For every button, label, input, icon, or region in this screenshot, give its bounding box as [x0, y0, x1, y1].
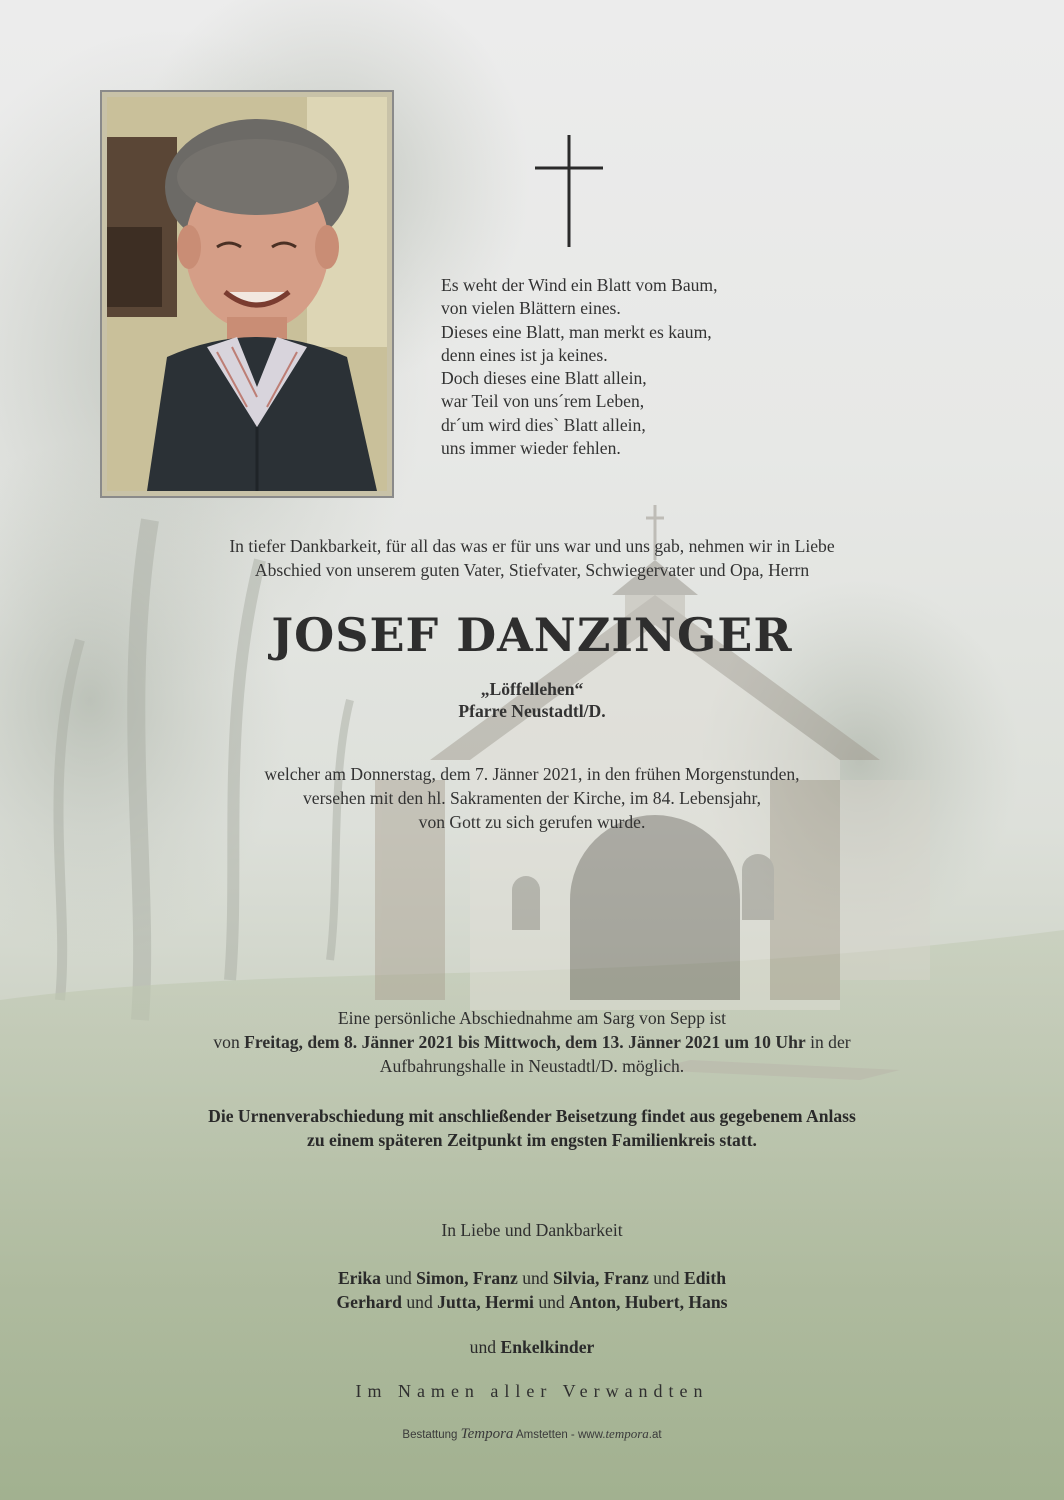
- poem-line: Es weht der Wind ein Blatt vom Baum,: [441, 275, 718, 295]
- latin-cross-icon: [535, 135, 603, 247]
- death-notice: [0, 762, 1064, 834]
- poem-line: dr´um wird dies` Blatt allein,: [441, 414, 646, 435]
- family-member-name: Silvia: [553, 1268, 596, 1288]
- family-names: [0, 1266, 1064, 1314]
- viewing-dates: Freitag, dem 8. Jänner 2021 bis Mittwoch, dem 13. Jänner 2021 um 10 Uhr: [244, 1032, 806, 1052]
- family-member-name: Simon: [416, 1268, 465, 1288]
- family-member-name: Hermi: [485, 1292, 534, 1312]
- portrait-photo: [107, 97, 387, 491]
- family-separator: ,: [679, 1292, 689, 1312]
- footer-text: .at: [648, 1429, 662, 1441]
- family-member-name: Anton: [569, 1292, 617, 1312]
- footer-brand: Tempora: [460, 1426, 514, 1442]
- poem-line: Doch dieses eine Blatt allein,: [441, 368, 647, 389]
- footer-text: Amstetten - www.: [513, 1429, 606, 1441]
- intro-line: In tiefer Dankbarkeit, für all das was er für uns war und uns gab, nehmen wir in Liebe: [229, 536, 835, 556]
- family-connector: und: [380, 1268, 417, 1288]
- family-connector: und: [401, 1292, 438, 1312]
- family-line: [0, 1266, 1064, 1290]
- family-line: [0, 1290, 1064, 1314]
- viewing-notice: [0, 1006, 1064, 1078]
- portrait-photo-frame: [100, 90, 394, 498]
- family-member-name: Jutta: [437, 1292, 477, 1312]
- funeral-home-footer: [0, 1426, 1064, 1443]
- family-member-name: Hubert: [624, 1292, 680, 1312]
- poem-line: denn eines ist ja keines.: [441, 344, 608, 365]
- family-connector: und: [517, 1268, 553, 1288]
- grandchildren: [0, 1337, 1064, 1358]
- death-line: von Gott zu sich gerufen wurde.: [418, 812, 646, 832]
- death-line: welcher am Donnerstag, dem 7. Jänner 2021, in den frühen Morgenstunden,: [264, 764, 800, 784]
- intro-line: Abschied von unserem guten Vater, Stiefvater, Schwiegervater und Opa, Herrn: [254, 560, 810, 580]
- grandchildren-prefix: und: [469, 1337, 501, 1357]
- family-connector: und: [533, 1292, 570, 1312]
- poem-line: uns immer wieder fehlen.: [441, 438, 621, 459]
- deceased-name: JOSEF DANZINGER: [271, 608, 793, 662]
- family-member-name: Franz: [603, 1268, 649, 1288]
- nickname: „Löffellehen“: [480, 679, 584, 699]
- family-member-name: Gerhard: [336, 1292, 402, 1312]
- viewing-line: [0, 1030, 1064, 1054]
- viewing-line: Eine persönliche Abschiednahme am Sarg von Sepp ist: [337, 1008, 727, 1028]
- nickname-and-parish: [0, 678, 1064, 722]
- relatives-signature: Im Namen aller Verwandten: [355, 1381, 709, 1401]
- grandchildren-label: Enkelkinder: [500, 1337, 595, 1357]
- family-separator: ,: [464, 1268, 473, 1288]
- parish: Pfarre Neustadtl/D.: [458, 701, 606, 721]
- urn-line: zu einem späteren Zeitpunkt im engsten Familienkreis statt.: [307, 1130, 757, 1150]
- family-member-name: Edith: [683, 1268, 727, 1288]
- poem-line: war Teil von uns´rem Leben,: [441, 391, 645, 412]
- intro-text: [0, 534, 1064, 582]
- poem-line: von vielen Blättern eines.: [441, 298, 621, 319]
- family-separator: ,: [476, 1292, 486, 1312]
- death-line: versehen mit den hl. Sakramenten der Kirche, im 84. Lebensjahr,: [302, 788, 762, 808]
- family-member-name: Hans: [688, 1292, 728, 1312]
- viewing-line: Aufbahrungshalle in Neustadtl/D. möglich.: [379, 1056, 685, 1076]
- family-member-name: Franz: [472, 1268, 518, 1288]
- poem-line: Dieses eine Blatt, man merkt es kaum,: [441, 321, 712, 342]
- poem: [441, 274, 861, 460]
- viewing-text: von: [213, 1032, 245, 1052]
- family-connector: und: [648, 1268, 684, 1288]
- family-separator: ,: [616, 1292, 625, 1312]
- family-member-name: Erika: [337, 1268, 381, 1288]
- footer-url-brand: tempora: [605, 1426, 649, 1441]
- urn-line: Die Urnenverabschiedung mit anschließender Beisetzung findet aus gegebenem Anlass: [208, 1106, 856, 1126]
- family-separator: ,: [595, 1268, 604, 1288]
- urn-notice: [0, 1104, 1064, 1152]
- closing-phrase: In Liebe und Dankbarkeit: [441, 1220, 623, 1240]
- viewing-text: in der: [805, 1032, 851, 1052]
- footer-text: Bestattung: [402, 1429, 461, 1441]
